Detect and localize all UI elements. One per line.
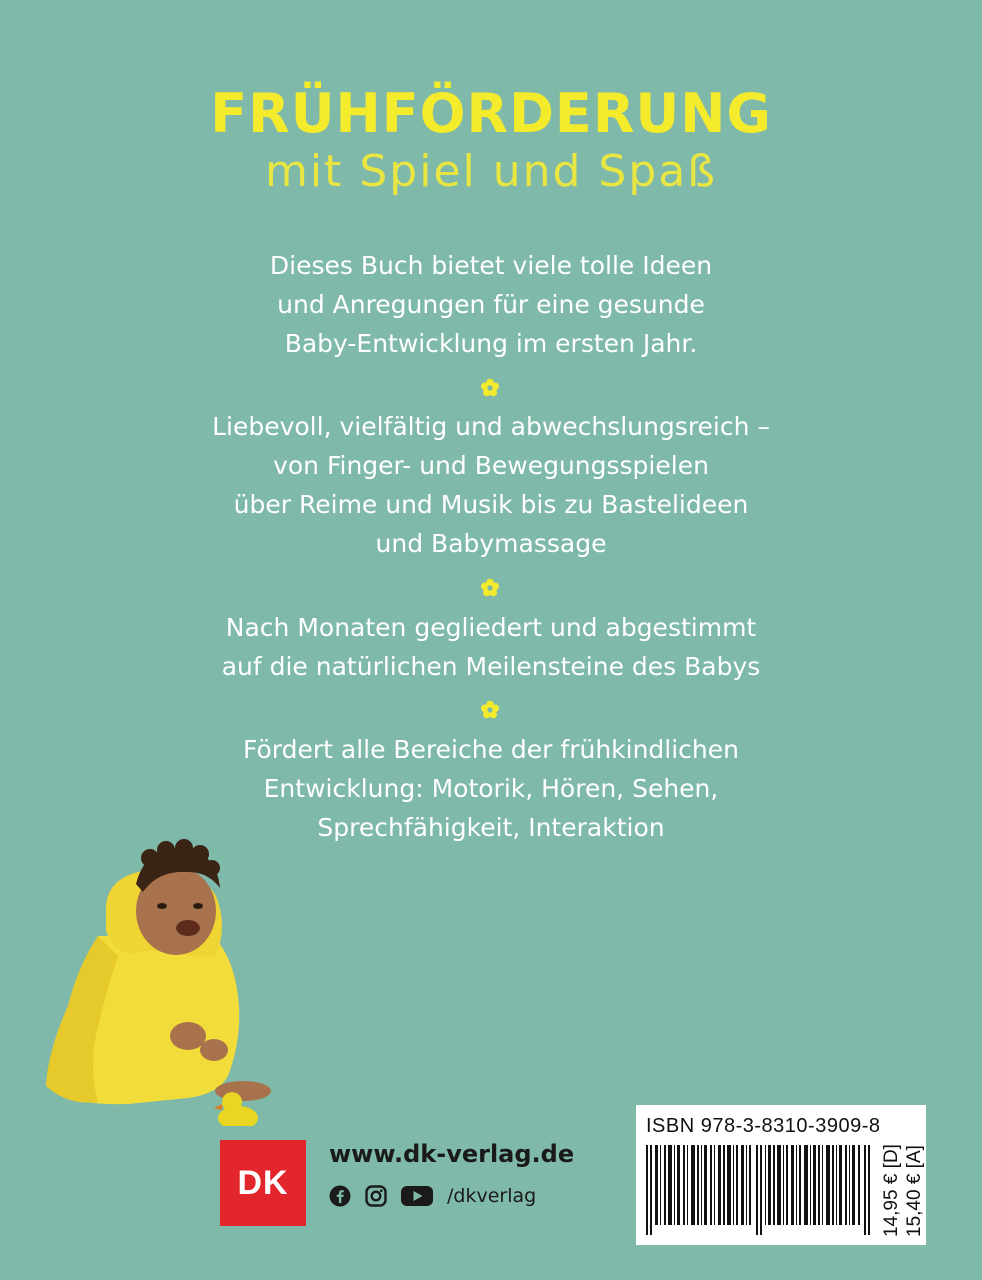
- baby-photo: [38, 836, 338, 1126]
- blurb-line: Entwicklung: Motorik, Hören, Sehen,: [263, 774, 719, 803]
- blurb-line: von Finger- und Bewegungsspielen: [273, 451, 709, 480]
- social-links: [329, 1184, 536, 1208]
- blurb-line: und Babymassage: [375, 529, 607, 558]
- publisher-website[interactable]: www.dk-verlag.de: [329, 1140, 575, 1168]
- dk-logo-text: DK: [237, 1163, 289, 1202]
- instagram-icon[interactable]: [365, 1185, 387, 1207]
- blurb-line: auf die natürlichen Meilensteine des Babys: [221, 652, 761, 681]
- price-germany: 14,95 € [D]: [881, 1144, 902, 1237]
- blurb-line: Baby-Entwicklung im ersten Jahr.: [284, 329, 698, 358]
- blurb-line: und Anregungen für eine gesunde: [277, 290, 705, 319]
- social-handle[interactable]: /dkverlag: [447, 1185, 537, 1207]
- dk-logo: [220, 1140, 306, 1226]
- blurb-line: über Reime und Musik bis zu Bastelideen: [233, 490, 749, 519]
- flower-icon: [480, 578, 500, 598]
- blurb-line: Sprechfähigkeit, Interaktion: [317, 813, 665, 842]
- facebook-icon[interactable]: [329, 1185, 351, 1207]
- youtube-icon[interactable]: [401, 1185, 433, 1207]
- flower-icon: [480, 700, 500, 720]
- price-austria: 15,40 € [A]: [904, 1145, 925, 1237]
- blurb-paragraph-4: [0, 730, 982, 847]
- barcode-panel: [636, 1105, 926, 1245]
- blurb-paragraph-1: [0, 246, 982, 363]
- blurb-paragraph-2: [0, 407, 982, 563]
- blurb-line: Dieses Buch bietet viele tolle Ideen: [269, 251, 713, 280]
- blurb-line: Liebevoll, vielfältig und abwechslungsreich –: [212, 412, 770, 441]
- isbn-number: ISBN 978-3-8310-3909-8: [646, 1115, 881, 1137]
- cover-title: FRÜHFÖRDERUNG: [210, 82, 772, 145]
- cover-subtitle: mit Spiel und Spaß: [265, 146, 717, 197]
- blurb-paragraph-3: [0, 608, 982, 686]
- flower-icon: [480, 378, 500, 398]
- blurb-line: Nach Monaten gegliedert und abgestimmt: [225, 613, 757, 642]
- blurb-line: Fördert alle Bereiche der frühkindlichen: [242, 735, 740, 764]
- barcode: [646, 1145, 872, 1235]
